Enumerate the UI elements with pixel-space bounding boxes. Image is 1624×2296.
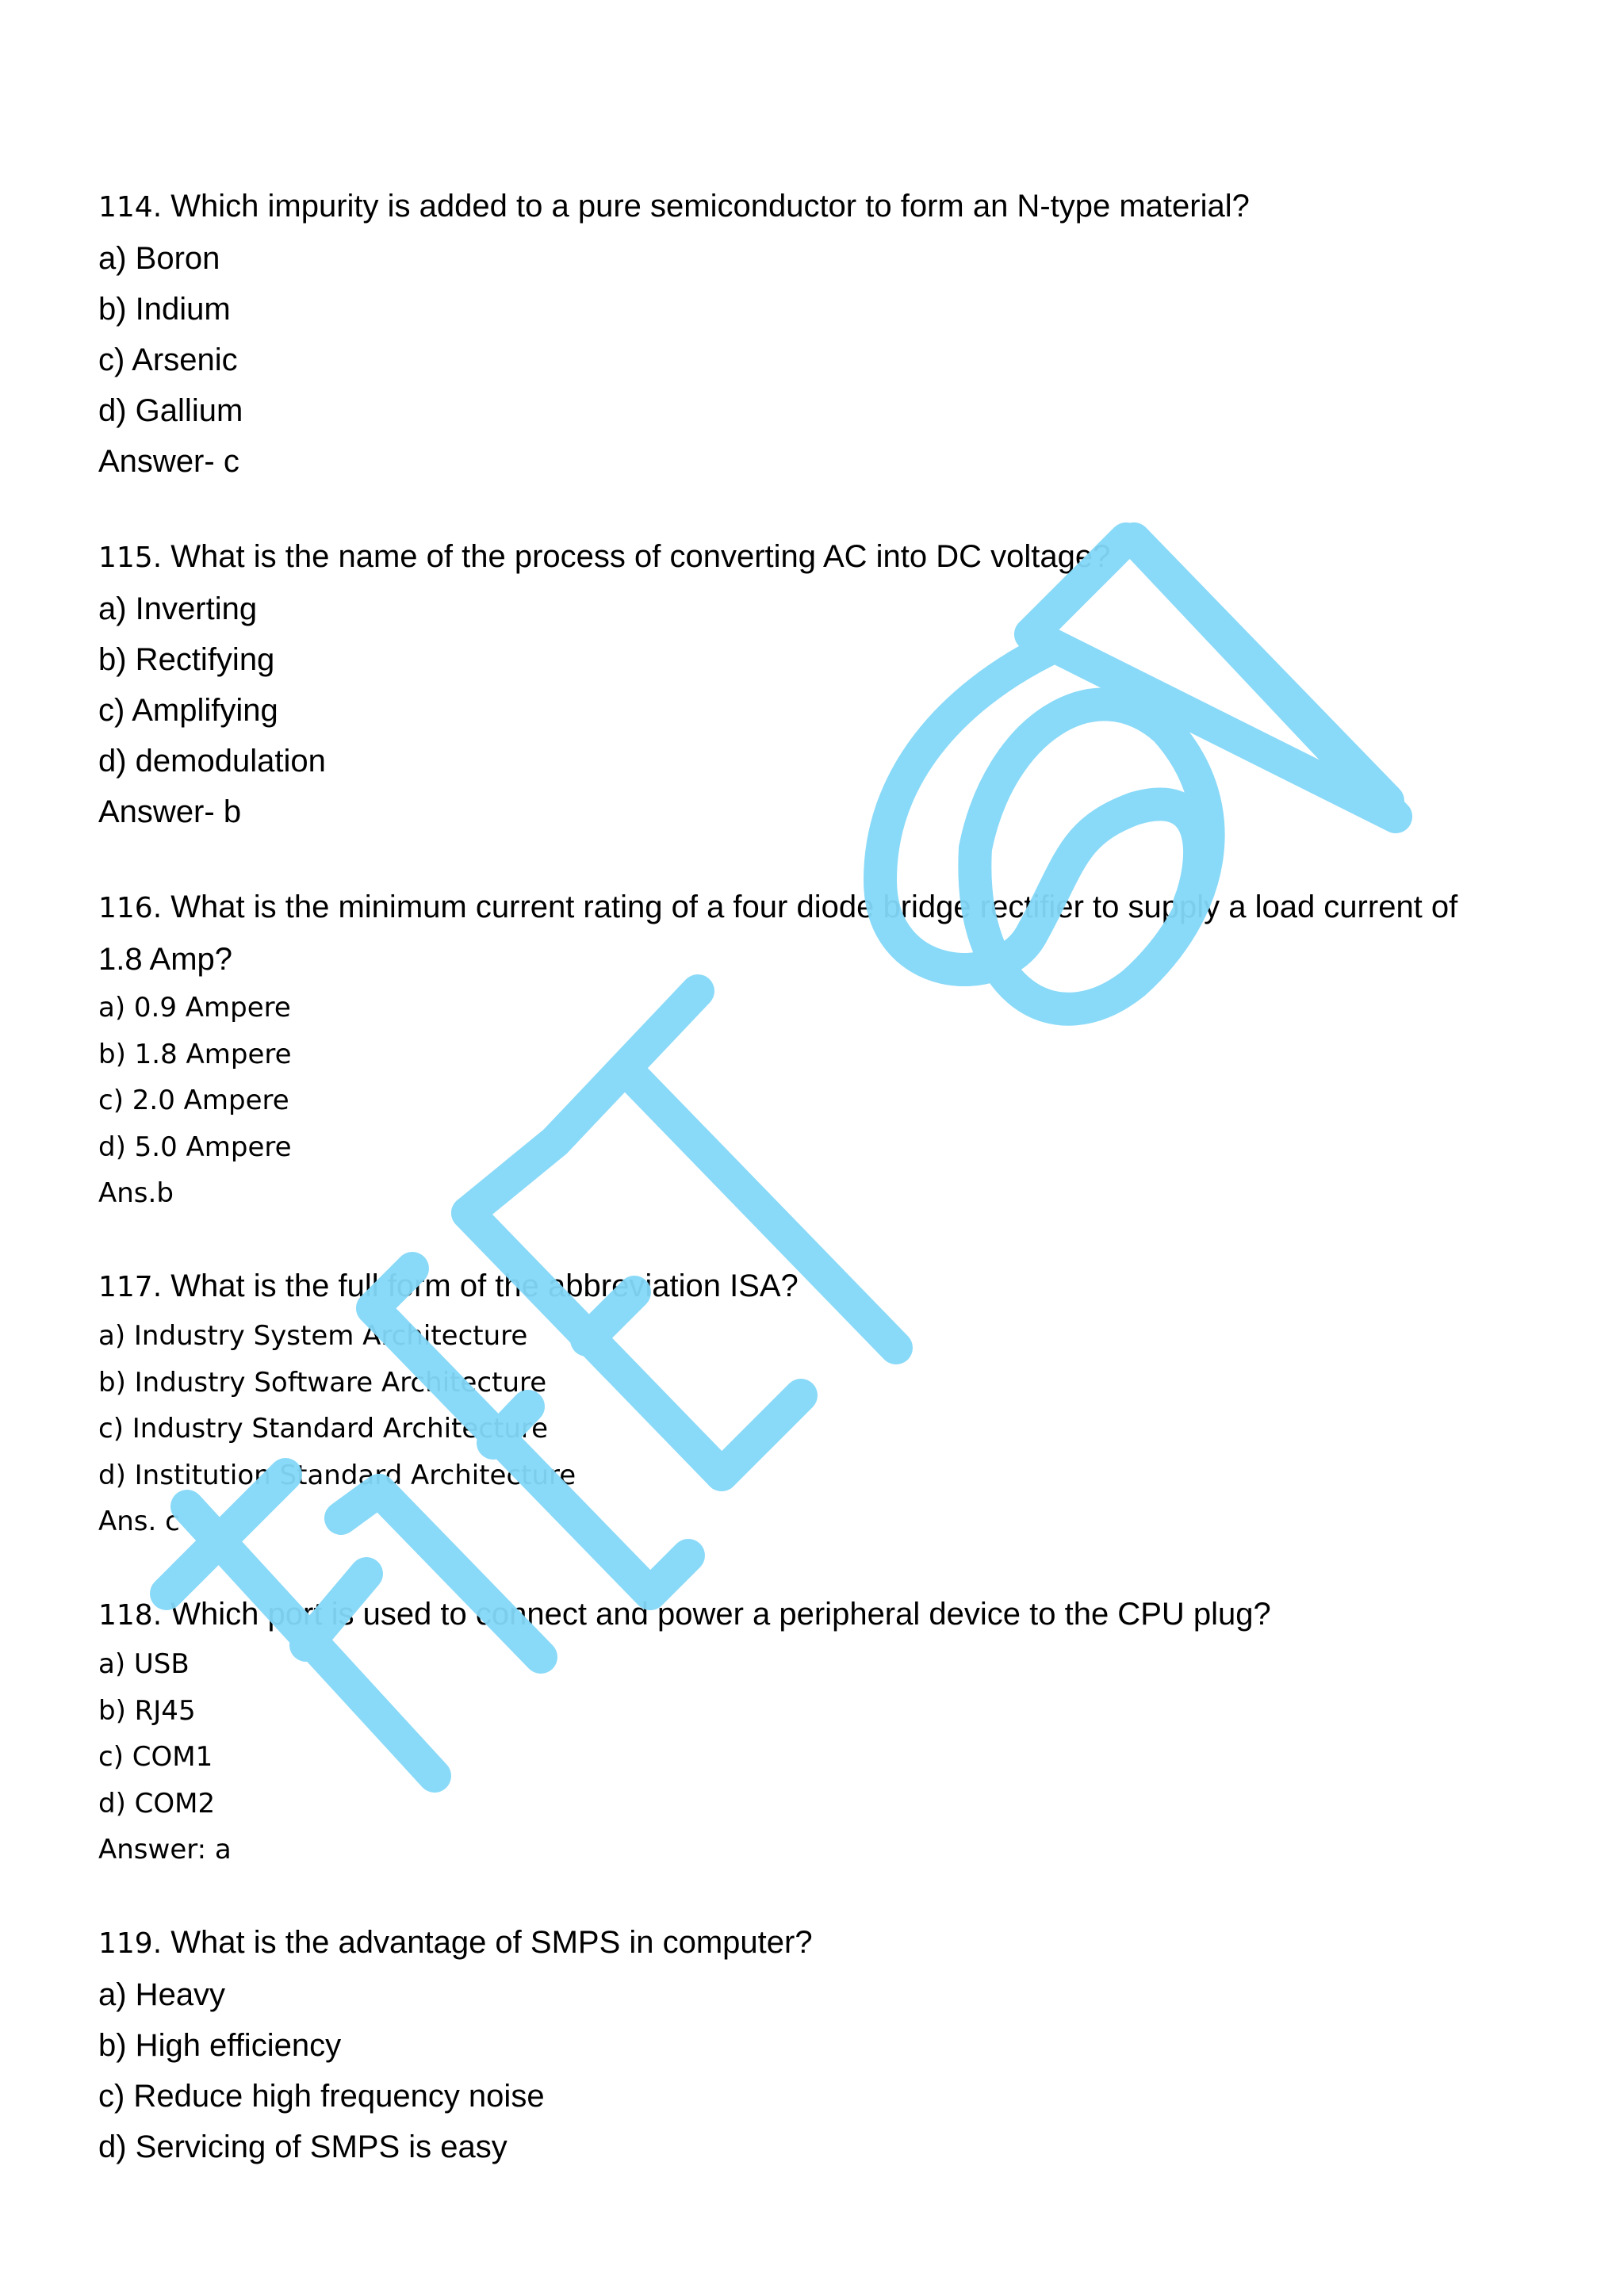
option-b: b) 1.8 Ampere bbox=[98, 1038, 292, 1070]
option-b: b) Rectifying bbox=[98, 642, 275, 677]
answer-text: Answer- b bbox=[98, 794, 242, 829]
option-a: a) Inverting bbox=[98, 591, 258, 626]
question-text: 117. What is the full form of the abbreviation ISA? bbox=[98, 1269, 799, 1303]
question-114 bbox=[98, 181, 1576, 487]
option-a: a) Heavy bbox=[98, 1977, 226, 2012]
option-c: c) Arsenic bbox=[98, 342, 238, 377]
question-number: 119. bbox=[98, 1927, 163, 1960]
question-text-continued: 1.8 Amp? bbox=[98, 942, 233, 977]
question-text: 115. What is the name of the process of converting AC into DC voltage? bbox=[98, 539, 1111, 574]
option-d: d) COM2 bbox=[98, 1787, 216, 1820]
answer-text: Ans.b bbox=[98, 1177, 174, 1209]
question-116 bbox=[98, 882, 1576, 1217]
question-118 bbox=[98, 1589, 1576, 1873]
option-c: c) Amplifying bbox=[98, 693, 278, 728]
question-text: 118. Which port is used to connect and power a peripheral device to the CPU plug? bbox=[98, 1597, 1271, 1632]
question-text: 114. Which impurity is added to a pure semiconductor to form an N-type material? bbox=[98, 189, 1250, 224]
question-text: 119. What is the advantage of SMPS in computer? bbox=[98, 1925, 813, 1960]
option-d: d) Gallium bbox=[98, 393, 243, 428]
answer-text: Ans. c bbox=[98, 1506, 180, 1537]
question-number: 118. bbox=[98, 1599, 163, 1632]
option-d: d) 5.0 Ampere bbox=[98, 1131, 292, 1163]
option-b: b) Industry Software Architecture bbox=[98, 1366, 547, 1399]
question-number: 114. bbox=[98, 191, 163, 224]
option-a: a) Industry System Architecture bbox=[98, 1320, 528, 1352]
option-c: c) Industry Standard Architecture bbox=[98, 1413, 549, 1445]
option-d: d) demodulation bbox=[98, 744, 326, 779]
question-number: 117. bbox=[98, 1271, 163, 1303]
question-number: 115. bbox=[98, 541, 163, 574]
option-a: a) 0.9 Ampere bbox=[98, 992, 291, 1024]
option-b: b) Indium bbox=[98, 292, 231, 327]
option-a: a) Boron bbox=[98, 241, 220, 276]
option-a: a) USB bbox=[98, 1648, 190, 1680]
answer-text: Answer- c bbox=[98, 444, 239, 479]
question-number: 116. bbox=[98, 892, 163, 924]
option-b: b) RJ45 bbox=[98, 1694, 196, 1727]
question-115 bbox=[98, 531, 1576, 837]
option-b: b) High efficiency bbox=[98, 2028, 342, 2063]
question-117 bbox=[98, 1261, 1576, 1545]
watermark-letter-e bbox=[650, 1556, 688, 1594]
option-d: d) Servicing of SMPS is easy bbox=[98, 2130, 508, 2164]
question-text: 116. What is the minimum current rating of a four diode bridge rectifier to supply a load current of bbox=[98, 890, 1458, 924]
option-c: c) Reduce high frequency noise bbox=[98, 2079, 545, 2114]
answer-text: Answer: a bbox=[98, 1834, 232, 1866]
option-c: c) COM1 bbox=[98, 1741, 213, 1773]
option-c: c) 2.0 Ampere bbox=[98, 1085, 289, 1116]
question-119 bbox=[98, 1917, 1576, 2172]
option-d: d) Institution Standard Architecture bbox=[98, 1459, 576, 1491]
